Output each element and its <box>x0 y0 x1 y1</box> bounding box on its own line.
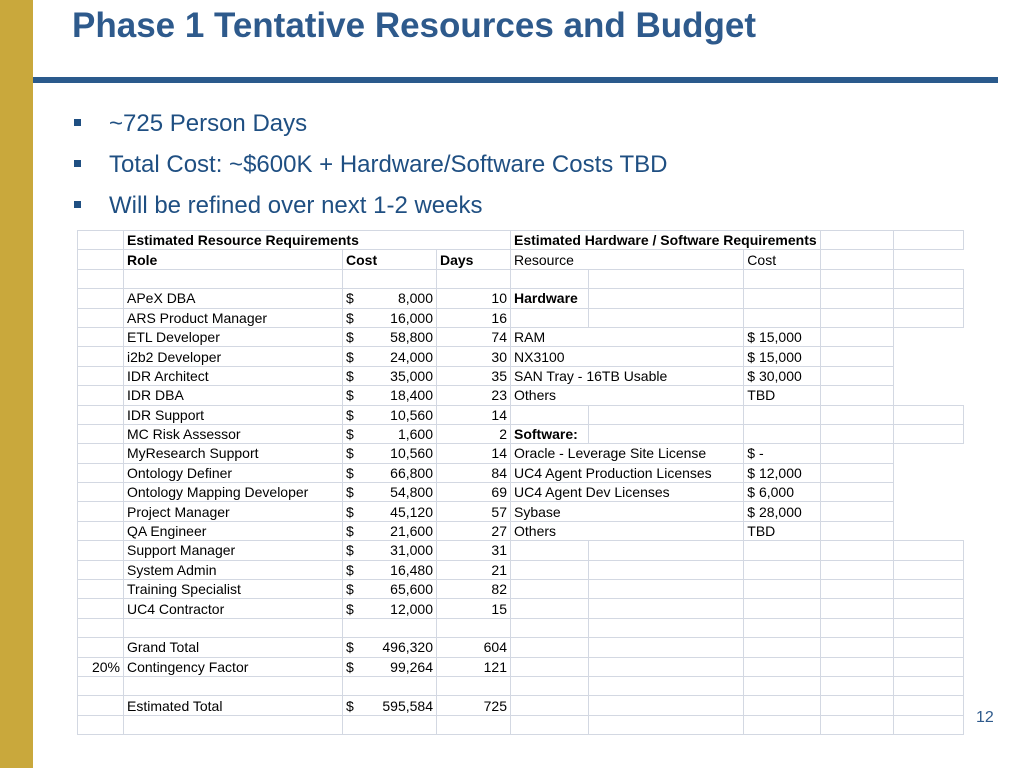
cell <box>744 715 820 734</box>
sheet-blank-row <box>78 269 964 288</box>
hw-resource-name: Others <box>511 521 744 540</box>
sheet-blank-row <box>78 676 964 695</box>
cell <box>744 657 820 676</box>
estimated-total-row <box>78 696 964 715</box>
cost-value: 21,600 <box>390 523 433 540</box>
hw-resource-name: UC4 Agent Dev Licenses <box>511 483 744 502</box>
cell <box>820 327 893 346</box>
sheet-blank-row <box>78 618 964 637</box>
cell <box>589 308 744 327</box>
cell <box>511 541 589 560</box>
cost-cell <box>343 463 437 482</box>
role-name: System Admin <box>124 560 343 579</box>
hw-resource-name: NX3100 <box>511 347 744 366</box>
cell <box>78 289 124 308</box>
cell <box>78 560 124 579</box>
cost-cell <box>343 308 437 327</box>
days-value: 23 <box>437 386 511 405</box>
cell <box>78 638 124 657</box>
cell <box>78 405 124 424</box>
grand-total-days: 604 <box>437 638 511 657</box>
cell <box>124 715 343 734</box>
currency-symbol: $ <box>346 561 354 578</box>
role-name: MyResearch Support <box>124 444 343 463</box>
table-row <box>78 444 964 463</box>
hw-resource-name: Oracle - Leverage Site License <box>511 444 744 463</box>
hw-resource-cost: $ 28,000 <box>744 502 820 521</box>
hw-column-resource: Resource <box>511 250 744 269</box>
hw-resource-cost: TBD <box>744 521 820 540</box>
cost-value: 16,480 <box>390 561 433 578</box>
cell <box>820 638 893 657</box>
cell <box>78 618 124 637</box>
cost-value: 1,600 <box>397 426 433 443</box>
role-name: Support Manager <box>124 541 343 560</box>
role-name: Ontology Mapping Developer <box>124 483 343 502</box>
cell <box>893 715 963 734</box>
hw-resource-name: Others <box>511 386 744 405</box>
table-row <box>78 599 964 618</box>
cost-cell <box>343 327 437 346</box>
hw-resource-name: SAN Tray - 16TB Usable <box>511 366 744 385</box>
cell <box>893 231 963 250</box>
days-value: 30 <box>437 347 511 366</box>
days-value: 35 <box>437 366 511 385</box>
cell <box>589 424 744 443</box>
cost-value: 496,320 <box>382 639 433 656</box>
cost-value: 31,000 <box>390 542 433 559</box>
accent-bar <box>0 0 33 768</box>
role-name: ARS Product Manager <box>124 308 343 327</box>
cell <box>511 676 589 695</box>
cell <box>589 676 744 695</box>
cell <box>511 657 589 676</box>
budget-spreadsheet <box>77 230 964 735</box>
cost-value: 35,000 <box>390 367 433 384</box>
role-name: Project Manager <box>124 502 343 521</box>
cost-value: 16,000 <box>390 309 433 326</box>
role-name: IDR Architect <box>124 366 343 385</box>
days-value: 14 <box>437 444 511 463</box>
cell <box>820 463 893 482</box>
cost-value: 99,264 <box>390 658 433 675</box>
cost-cell <box>343 541 437 560</box>
square-bullet-icon <box>74 201 81 208</box>
currency-symbol: $ <box>346 639 354 656</box>
cell <box>78 483 124 502</box>
cell <box>343 618 437 637</box>
cell <box>820 269 893 288</box>
cell <box>511 405 589 424</box>
bullet-text: Will be refined over next 1-2 weeks <box>109 192 483 219</box>
cell <box>589 405 744 424</box>
cell <box>511 580 589 599</box>
table-row <box>78 502 964 521</box>
cell <box>820 308 893 327</box>
cost-cell <box>343 580 437 599</box>
currency-symbol: $ <box>346 367 354 384</box>
table-row <box>78 560 964 579</box>
currency-symbol: $ <box>346 445 354 462</box>
hw-resource-cost: $ 15,000 <box>744 327 820 346</box>
cell <box>893 696 963 715</box>
cell <box>437 618 511 637</box>
cell <box>511 696 589 715</box>
cell <box>744 560 820 579</box>
days-value: 10 <box>437 289 511 308</box>
hw-resource-cost: $ 12,000 <box>744 463 820 482</box>
column-cost: Cost <box>343 250 437 269</box>
table-row <box>78 424 964 443</box>
role-name: MC Risk Assessor <box>124 424 343 443</box>
cost-value: 10,560 <box>390 445 433 462</box>
currency-symbol: $ <box>346 523 354 540</box>
role-name: UC4 Contractor <box>124 599 343 618</box>
sheet-header-row <box>78 231 964 250</box>
cell <box>820 366 893 385</box>
table-row <box>78 327 964 346</box>
cell <box>78 231 124 250</box>
cell <box>589 599 744 618</box>
hw-resource-name: Sybase <box>511 502 744 521</box>
cost-value: 10,560 <box>390 406 433 423</box>
estimated-total-days: 725 <box>437 696 511 715</box>
table-row <box>78 289 964 308</box>
cell <box>820 541 893 560</box>
contingency-row <box>78 657 964 676</box>
cell <box>511 308 589 327</box>
contingency-days: 121 <box>437 657 511 676</box>
cost-value: 12,000 <box>390 600 433 617</box>
currency-symbol: $ <box>346 387 354 404</box>
cell <box>78 502 124 521</box>
slide-title: Phase 1 Tentative Resources and Budget <box>72 6 757 45</box>
cost-cell <box>343 599 437 618</box>
hw-resource-name: RAM <box>511 327 744 346</box>
currency-symbol: $ <box>346 600 354 617</box>
cell <box>820 289 893 308</box>
grand-total-label: Grand Total <box>124 638 343 657</box>
cost-cell <box>343 502 437 521</box>
cell <box>744 676 820 695</box>
cost-value: 65,600 <box>390 581 433 598</box>
bullet-text: ~725 Person Days <box>109 110 308 137</box>
cost-cell <box>343 483 437 502</box>
cell <box>893 560 963 579</box>
days-value: 74 <box>437 327 511 346</box>
cost-cell <box>343 347 437 366</box>
cell <box>78 463 124 482</box>
currency-symbol: $ <box>346 348 354 365</box>
currency-symbol: $ <box>346 658 354 675</box>
cell <box>511 618 589 637</box>
cell <box>744 599 820 618</box>
column-role: Role <box>124 250 343 269</box>
cell <box>589 541 744 560</box>
cell <box>78 347 124 366</box>
cell <box>78 250 124 269</box>
cell <box>511 269 589 288</box>
sheet-blank-row <box>78 715 964 734</box>
cell <box>744 696 820 715</box>
days-value: 84 <box>437 463 511 482</box>
cell <box>589 269 744 288</box>
role-name: Ontology Definer <box>124 463 343 482</box>
square-bullet-icon <box>74 160 81 167</box>
cell <box>893 638 963 657</box>
cell <box>820 483 893 502</box>
cell <box>511 715 589 734</box>
cell <box>343 269 437 288</box>
currency-symbol: $ <box>346 697 354 714</box>
column-days: Days <box>437 250 511 269</box>
cell <box>78 676 124 695</box>
cell <box>437 715 511 734</box>
cell <box>820 676 893 695</box>
grand-total-row <box>78 638 964 657</box>
currency-symbol: $ <box>346 290 354 307</box>
page-number: 12 <box>976 709 994 726</box>
cell <box>78 366 124 385</box>
bullet-text: Total Cost: ~$600K + Hardware/Software Costs TBD <box>109 151 668 178</box>
cost-value: 18,400 <box>390 387 433 404</box>
days-value: 15 <box>437 599 511 618</box>
cell <box>820 502 893 521</box>
table-row <box>78 521 964 540</box>
square-bullet-icon <box>74 119 81 126</box>
cost-value: 66,800 <box>390 464 433 481</box>
cell <box>820 231 893 250</box>
role-name: IDR Support <box>124 405 343 424</box>
cell <box>820 444 893 463</box>
cell <box>893 599 963 618</box>
cell <box>78 444 124 463</box>
cell <box>589 638 744 657</box>
table-row <box>78 308 964 327</box>
cost-value: 54,800 <box>390 484 433 501</box>
cell <box>893 405 963 424</box>
cell <box>893 618 963 637</box>
days-value: 14 <box>437 405 511 424</box>
table-row <box>78 405 964 424</box>
days-value: 82 <box>437 580 511 599</box>
currency-symbol: $ <box>346 329 354 346</box>
cell <box>893 676 963 695</box>
cell <box>744 638 820 657</box>
cost-value: 8,000 <box>397 290 433 307</box>
cost-cell <box>343 386 437 405</box>
cell <box>343 676 437 695</box>
cell <box>78 696 124 715</box>
role-name: Training Specialist <box>124 580 343 599</box>
days-value: 31 <box>437 541 511 560</box>
cell <box>78 308 124 327</box>
role-name: QA Engineer <box>124 521 343 540</box>
cell <box>437 269 511 288</box>
table-row <box>78 366 964 385</box>
cell <box>78 424 124 443</box>
cell <box>820 715 893 734</box>
cell <box>78 541 124 560</box>
cell <box>78 386 124 405</box>
hw-resource-cost: TBD <box>744 386 820 405</box>
role-name: i2b2 Developer <box>124 347 343 366</box>
role-name: ETL Developer <box>124 327 343 346</box>
days-value: 57 <box>437 502 511 521</box>
cell <box>589 289 744 308</box>
cell <box>820 696 893 715</box>
cell <box>820 657 893 676</box>
cell <box>78 327 124 346</box>
currency-symbol: $ <box>346 309 354 326</box>
table-row <box>78 483 964 502</box>
currency-symbol: $ <box>346 581 354 598</box>
currency-symbol: $ <box>346 503 354 520</box>
cell <box>744 269 820 288</box>
currency-symbol: $ <box>346 406 354 423</box>
role-name: IDR DBA <box>124 386 343 405</box>
currency-symbol: $ <box>346 464 354 481</box>
cell <box>893 308 963 327</box>
cell <box>893 657 963 676</box>
cell <box>437 676 511 695</box>
cost-cell <box>343 289 437 308</box>
cell <box>893 269 963 288</box>
title-divider <box>33 77 998 83</box>
cell <box>124 618 343 637</box>
cost-value: 45,120 <box>390 503 433 520</box>
cell <box>820 599 893 618</box>
currency-symbol: $ <box>346 542 354 559</box>
cell <box>589 715 744 734</box>
cell <box>78 599 124 618</box>
table-row <box>78 580 964 599</box>
cell <box>820 580 893 599</box>
resource-section-header: Estimated Resource Requirements <box>124 231 511 250</box>
hw-category-label: Hardware <box>511 289 589 308</box>
cell <box>511 560 589 579</box>
cell <box>744 580 820 599</box>
cost-value: 595,584 <box>382 697 433 714</box>
cost-value: 58,800 <box>390 329 433 346</box>
cell <box>820 618 893 637</box>
hw-resource-name: UC4 Agent Production Licenses <box>511 463 744 482</box>
hw-column-cost: Cost <box>744 250 820 269</box>
hw-resource-cost: $ 15,000 <box>744 347 820 366</box>
sheet-column-row <box>78 250 964 269</box>
days-value: 27 <box>437 521 511 540</box>
cell <box>78 715 124 734</box>
hw-resource-cost: $ - <box>744 444 820 463</box>
cost-cell <box>343 521 437 540</box>
contingency-percent: 20% <box>78 657 124 676</box>
cell <box>589 696 744 715</box>
hw-resource-cost: $ 6,000 <box>744 483 820 502</box>
days-value: 2 <box>437 424 511 443</box>
contingency-label: Contingency Factor <box>124 657 343 676</box>
cell <box>589 618 744 637</box>
cell <box>744 308 820 327</box>
estimated-total-label: Estimated Total <box>124 696 343 715</box>
cell <box>820 560 893 579</box>
cell <box>343 715 437 734</box>
cell <box>820 424 893 443</box>
cell <box>820 347 893 366</box>
table-row <box>78 463 964 482</box>
days-value: 69 <box>437 483 511 502</box>
cell <box>78 580 124 599</box>
currency-symbol: $ <box>346 426 354 443</box>
cell <box>893 580 963 599</box>
cost-cell <box>343 405 437 424</box>
cost-cell <box>343 444 437 463</box>
days-value: 21 <box>437 560 511 579</box>
cell <box>820 250 893 269</box>
estimated-total-cost <box>343 696 437 715</box>
cell <box>744 424 820 443</box>
cell <box>124 676 343 695</box>
role-name: APeX DBA <box>124 289 343 308</box>
contingency-cost <box>343 657 437 676</box>
cell <box>820 521 893 540</box>
cell <box>589 657 744 676</box>
cost-cell <box>343 424 437 443</box>
cell <box>124 269 343 288</box>
cost-cell <box>343 560 437 579</box>
cost-cell <box>343 366 437 385</box>
hw-resource-cost: $ 30,000 <box>744 366 820 385</box>
cell <box>589 560 744 579</box>
cell <box>893 541 963 560</box>
currency-symbol: $ <box>346 484 354 501</box>
cell <box>78 521 124 540</box>
cell <box>893 424 963 443</box>
cost-value: 24,000 <box>390 348 433 365</box>
cell <box>744 541 820 560</box>
cell <box>744 289 820 308</box>
cell <box>744 405 820 424</box>
cell <box>511 638 589 657</box>
days-value: 16 <box>437 308 511 327</box>
cell <box>893 289 963 308</box>
table-row <box>78 541 964 560</box>
cell <box>744 618 820 637</box>
cell <box>820 405 893 424</box>
table-row <box>78 386 964 405</box>
hw-category-label: Software: <box>511 424 589 443</box>
hw-section-header: Estimated Hardware / Software Requirements <box>511 231 821 250</box>
grand-total-cost <box>343 638 437 657</box>
cell <box>820 386 893 405</box>
cell <box>589 580 744 599</box>
table-row <box>78 347 964 366</box>
cell <box>78 269 124 288</box>
cell <box>511 599 589 618</box>
